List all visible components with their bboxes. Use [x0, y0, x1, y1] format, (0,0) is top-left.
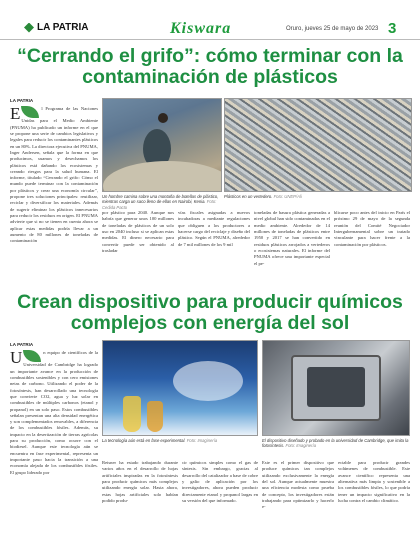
article1-photo1-caption-block [102, 194, 222, 210]
article1-photo1-caption: Un hombre camina sobre una montaña de botellas de plástico, mientras carga un saco lleno de ellas en Nairobi, Kenia. [102, 194, 219, 205]
logo-text: LA PATRIA [37, 22, 89, 33]
article2-column-2 [102, 460, 178, 532]
article2-kicker: LA PATRIA [10, 342, 34, 347]
article1-photo1-credit: Foto: Cedida Pacto [102, 199, 217, 210]
article1-photo2-caption: Plásticos en un vertedero. [224, 194, 273, 199]
article1-column-3 [178, 210, 250, 284]
article2-column-3 [182, 460, 258, 532]
section-title: Kiswara [170, 20, 232, 37]
article2-column-4 [262, 460, 334, 532]
logo-leaf-icon [24, 23, 34, 33]
article2-photo-solar-device [262, 340, 410, 436]
article2-photo4-credit: Foto: Imaginería [285, 443, 317, 449]
article2-photo4-caption: El dispositivo diseñado y probado en la universidad de Cambridge, que imita la fotosíntesis. [262, 438, 409, 449]
article2-col2-text: Reisner ha estado trabajando durante varios años en el desarrollo de hojas artificiales inspiradas en la fotosíntesis para producir químicos más complejos utilizando energía solar. Hasta ahora, estas hojas artificiales solo habían podido produ- [102, 460, 178, 503]
issue-date: Oruro, jueves 25 de mayo de 2023 [286, 26, 379, 32]
article1-col1-text: l Programa de las Naciones Unidas para el Medio Ambiente (PNUMA) ha publicado un informe en el que se propone una serie de cambios legislativos y legales para reducir los contaminantes plásticos en un 80%. La directora ejecutiva del PNUMA, Inger Andersen, señala que la forma en que producimos, usamos y desechamos los plásticos está dañando los ecosistemas y creando riesgos para la salud humana. El informe, titulado “Cerrando el grifo: Cómo el mundo puede terminar con la contaminación por plásticos y crear una economía circular”, propone tres soluciones principales: reutilizar, reciclar y diversificar los materiales. Además de sugerir eliminar los plásticos innecesarios para reducir los residuos en origen. El PNUMA advierte que si no se tienen en cuenta ahora se aplicar estas medidas podría llevar a un aumento de 80 millones de toneladas de contaminación [10, 106, 98, 244]
article1-photo2-credit: Foto: UNEP/Ali [273, 194, 302, 199]
article2-col4-text: Este es el primer dispositivo que produce químicos tan complejos utilizando exclusivamente la energía del sol. Aunque actualmente muestra una eficiencia modesta como prueba de concepto, los investigadores están trabajando para optimizarlo y hacerlo e- [262, 460, 334, 510]
article1-kicker: LA PATRIA [10, 98, 34, 103]
article2-column-5 [338, 460, 410, 532]
article2-col5-text: ectable para producir grandes volúmenes de combustible. Este avance científico representa una alternativa más limpia y sostenible a los combustibles fósiles, lo que podría tener un impacto significativo en la lucha contra el cambio climático. [338, 460, 410, 503]
article2-column-1 [10, 342, 98, 532]
article1-photo2-caption-block [224, 194, 412, 199]
article2-photo4-caption-block [262, 438, 410, 449]
article1-column-1 [10, 98, 98, 284]
article2-photo3-caption: La tecnología aún está en fase experimental. [102, 438, 186, 443]
article2-photo3-caption-block [102, 438, 258, 443]
article1-col2-text: por plástico para 2040. Aunque nos habría que generar unos 100 millones de toneladas de plásticos de un solo uso en 2040 incluso si se aplican estas medidas. El dinero necesario para convertir puede ser obtenido al trasladar [102, 210, 174, 253]
article1-column-2 [102, 210, 174, 284]
article1-column-5 [334, 210, 410, 284]
article1-dropcap: E [10, 104, 21, 124]
article1-column-4 [254, 210, 330, 284]
masthead [0, 0, 420, 40]
article2-photo-landfill [224, 98, 412, 192]
article2-col1-text: n equipo de científicos de la Universidad de Cambridge ha logrado un importante avance en la producción de combustibles sostenibles y con cero emisiones netas de carbono. Utilizando el poder de la fotosíntesis, han desarrollado una tecnología que convierte CO2, agua y luz solar en combustibles de múltiples carbonos (etanol y propanol) en un solo paso. Estos combustibles señalan presentan una alta densidad energética y son complementados renovables, a diferencia de los combustibles fósiles. Además, su impacto en la desertización de tierras agrícolas para su producción, como ocurre con el biodiesel. Aunque este tecnología aún se encuentra en fase experimental, representa un importante paso hacia la transición a una economía alejada de los combustibles fósiles. El grupo liderado por [10, 350, 98, 475]
article1-photo-plastic-bottles [102, 98, 222, 192]
article2-photo3-credit: Foto: Imaginería [186, 438, 218, 443]
newspaper-logo [24, 22, 88, 33]
article2-headline: Crean dispositivo para producir químicos complejos con energía del sol [17, 291, 403, 335]
article1-col5-text: blicarse poco antes del inicio en París el próximo 29 de mayo de la segunda reunión del Comité Negociador Intergubernamental sobre un tratado vinculante para hacer frente a la contaminación por plásticos. [334, 210, 410, 247]
article2-dropcap: U [10, 348, 23, 368]
article1-col4-text: toneladas de basura plástica generadas a nivel global han sido contaminadas en el medio ambiente. Alrededor de 14 millones de toneladas de plásticos entre 1950 y 2017 se han convertido en residuos plásticos arrojados a vertederos o ecosistemas naturales. El informe del PNUMA ofrece una importante especial el pe- [254, 210, 330, 266]
page-number: 3 [388, 20, 397, 37]
article1-col3-text: vías fiscales asignadas a nuevos incubadoras a mediante regulaciones que obliguen a los productores a hacerse cargo del reciclaje y diseño del plástico. Según el PNUMA, alrededor de 7 mil millones de los 9 mil [178, 210, 250, 247]
article1-headline: “Cerrando el grifo”: cómo terminar con la contaminación de plásticos [17, 45, 403, 89]
article2-photo-fuel-flasks [102, 340, 258, 436]
leaf-icon [23, 350, 41, 362]
leaf-icon [21, 106, 39, 118]
article2-col3-text: cir químicos simples como el gas de síntesis. Sin embargo, gracias al desarrollo del catalizador a base de cobre y galio de aplicación por los investigadores, ahora pueden producir directamente etanol y propanol largas en su versión del que informado. [182, 460, 258, 503]
